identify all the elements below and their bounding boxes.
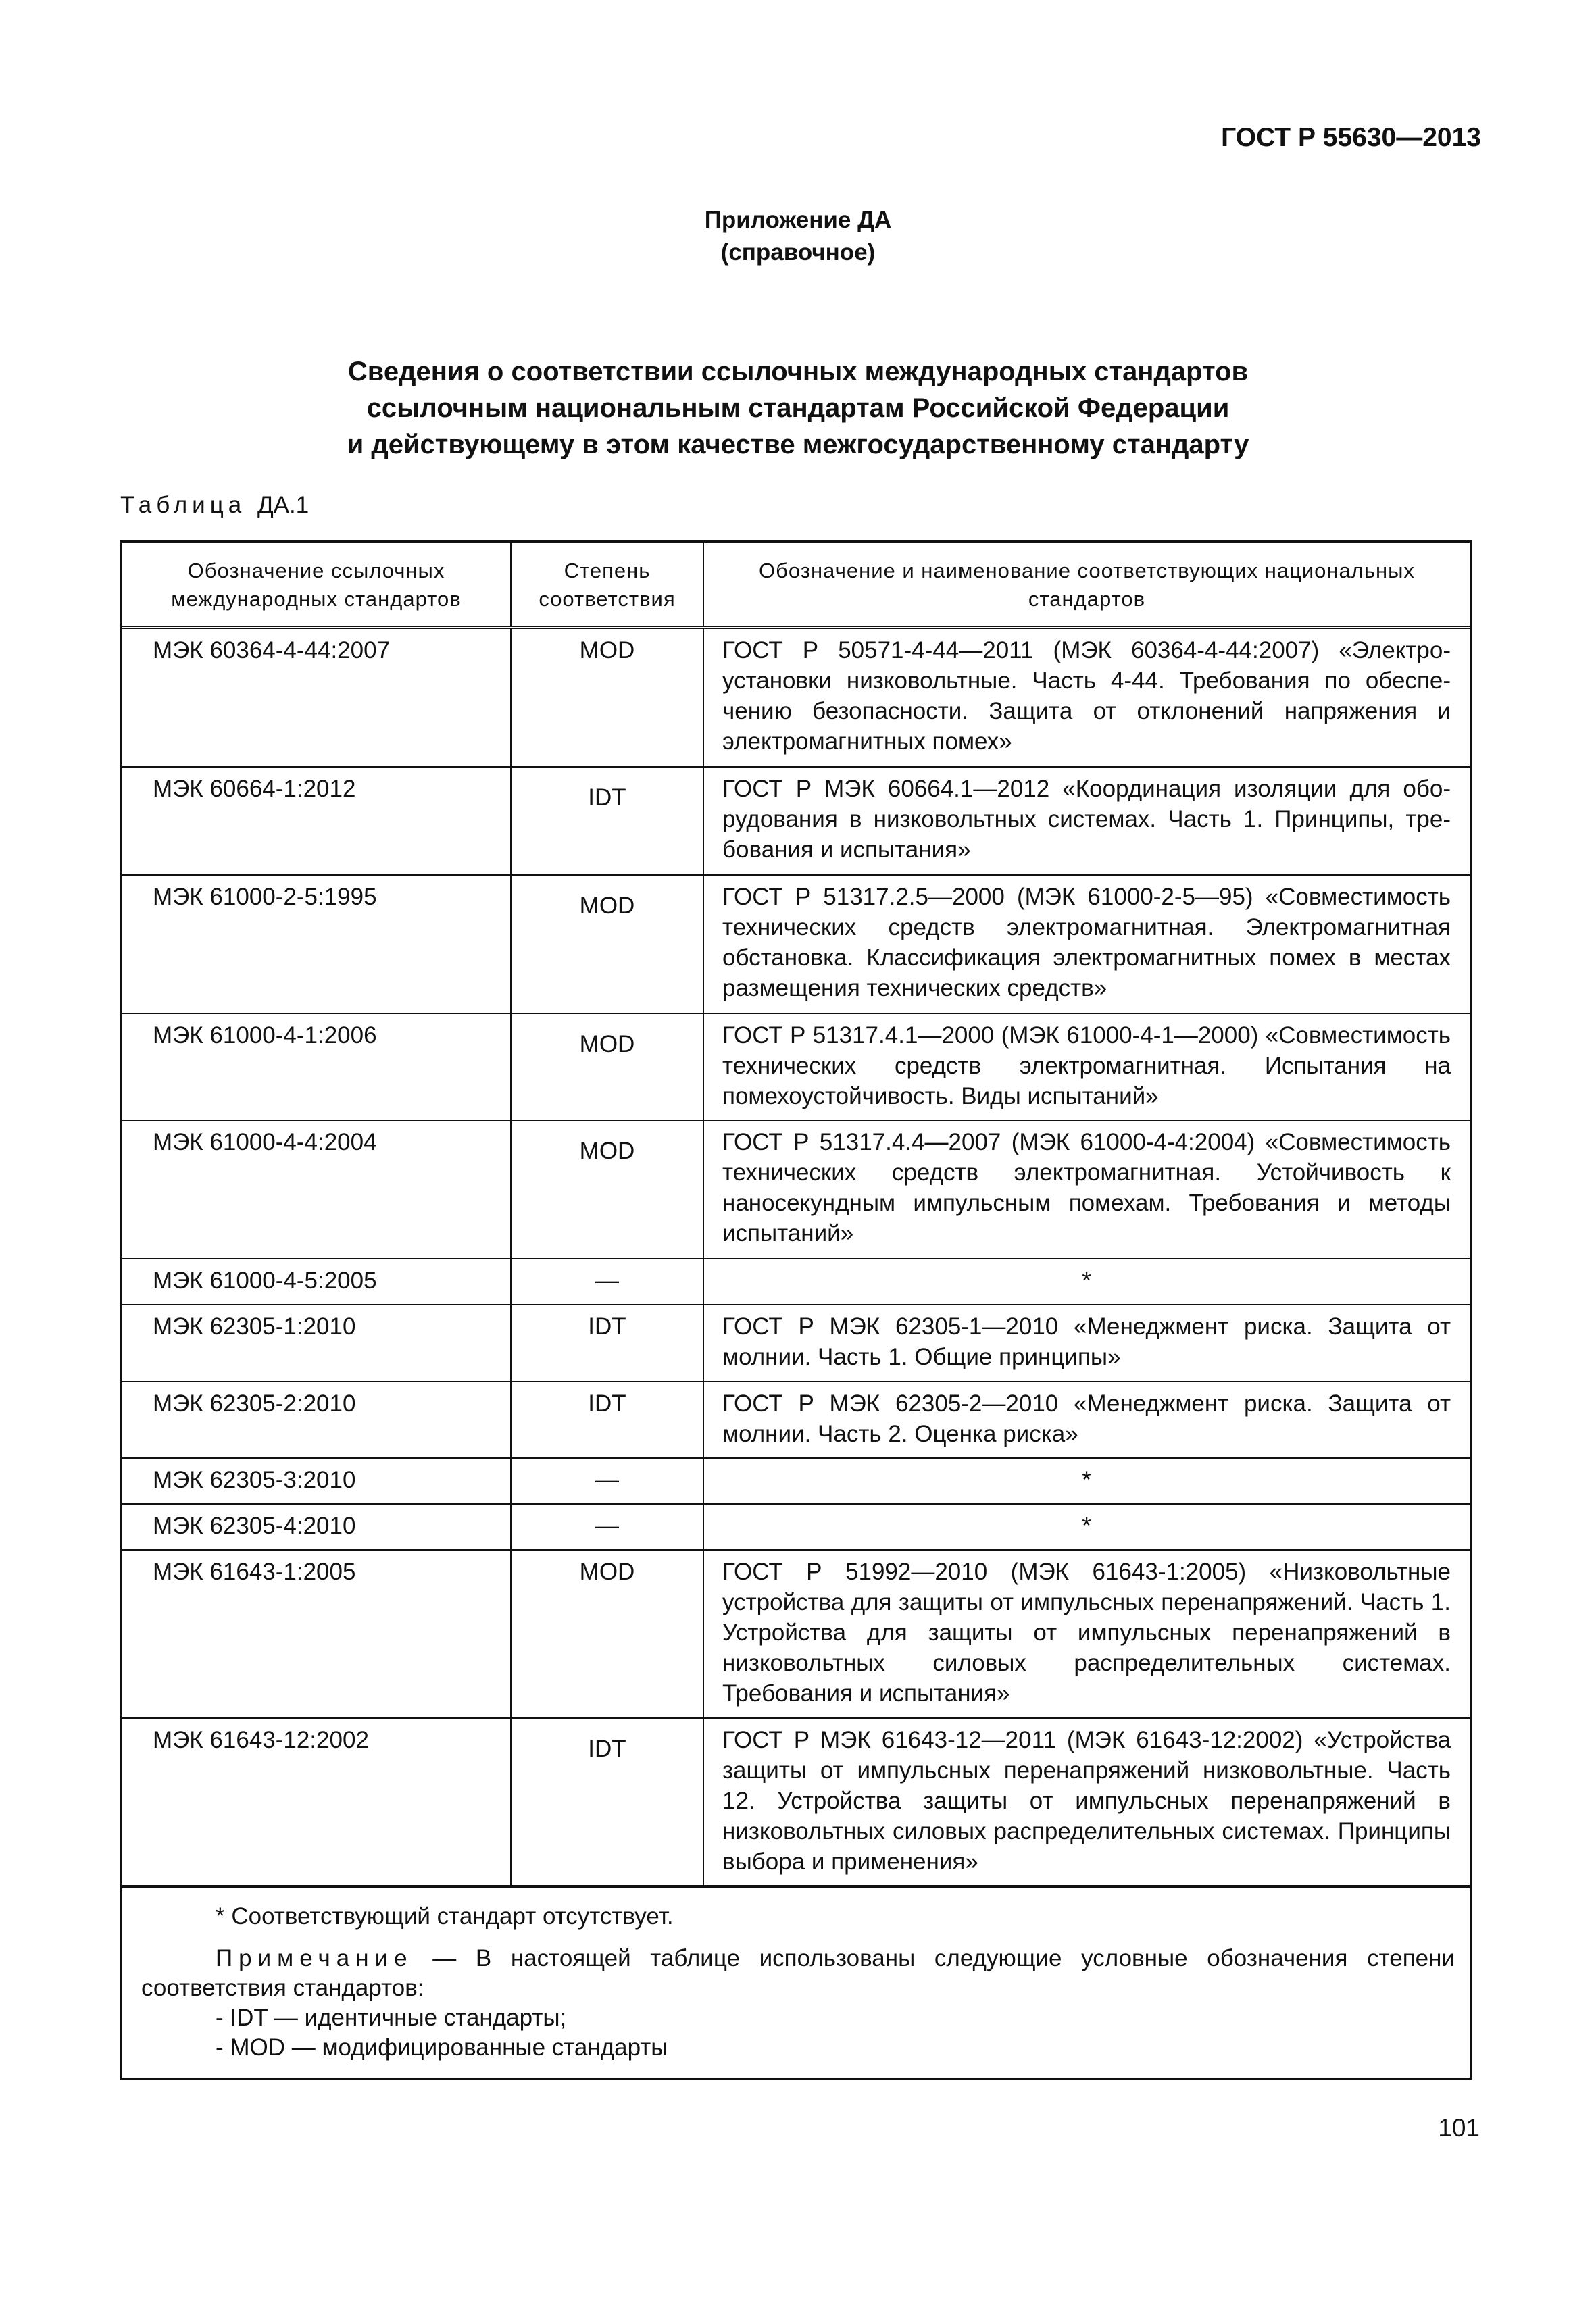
standard-code: МЭК 62305-2:2010 (122, 1382, 511, 1458)
degree-value: MOD (511, 875, 703, 1013)
note-text: — В настоящей таблице использованы следующие условные обозначения степени соответствия стандартов: (141, 1944, 1455, 2001)
document-title (0, 353, 1596, 463)
standard-code: МЭК 62305-4:2010 (122, 1504, 511, 1550)
footnote: * Соответствующий стандарт отсутствует. (216, 1903, 674, 1930)
table-row (122, 767, 1470, 875)
standard-code: МЭК 61000-4-4:2004 (122, 1120, 511, 1259)
table-row (122, 1550, 1470, 1718)
degree-value: — (511, 1458, 703, 1504)
national-standard: * (703, 1504, 1470, 1550)
title-line: ссылочным национальным стандартам Российской Федерации (366, 393, 1230, 423)
standard-code: МЭК 61000-4-5:2005 (122, 1259, 511, 1305)
standard-code: МЭК 61000-2-5:1995 (122, 875, 511, 1013)
table-row (122, 875, 1470, 1013)
table-caption (120, 492, 309, 519)
table-notes (122, 1886, 1470, 2078)
table-row (122, 1120, 1470, 1259)
standard-code: МЭК 61000-4-1:2006 (122, 1013, 511, 1120)
table-row (122, 1504, 1470, 1550)
table-header-row (122, 543, 1470, 628)
national-standard: * (703, 1259, 1470, 1305)
column-header-code: Обозначение ссылочных международных стандартов (122, 543, 511, 628)
appendix-title: Приложение ДА (704, 207, 892, 233)
title-line: и действующему в этом качестве межгосударственному стандарту (347, 430, 1249, 459)
national-standard: ГОСТ Р МЭК 61643-12—2011 (МЭК 61643-12:2002) «Устройства защиты от импульсных перенапряжений низковольтные. Часть 12. Устройства защиты от импульсных перенапряжений в низковольтных силовых распределительных системах. Принципы выбора и применения» (703, 1718, 1470, 1886)
national-standard: ГОСТ Р 51317.4.4—2007 (МЭК 61000-4-4:2004) «Совместимость технических средств электромагнитная. Устойчивость к наносекундным импульсным помехам. Требования и методы испытаний» (703, 1120, 1470, 1259)
standards-table (120, 540, 1472, 2080)
degree-value: — (511, 1504, 703, 1550)
national-standard: ГОСТ Р 51317.2.5—2000 (МЭК 61000-2-5—95) «Совместимость технических средств электромагнитная. Электромагнитная обстановка. Классификация электромагнитных помех в местах размещения технических средств» (703, 875, 1470, 1013)
degree-value: — (511, 1259, 703, 1305)
national-standard: ГОСТ Р МЭК 60664.1—2012 «Координация изоляции для оборудования в низковольтных системах. Часть 1. Принципы, требования и испытания» (703, 767, 1470, 875)
degree-value: MOD (511, 1120, 703, 1259)
standard-code: МЭК 62305-1:2010 (122, 1305, 511, 1382)
note-item: - MOD — модифицированные стандарты (216, 2034, 668, 2061)
note-paragraph (141, 1944, 1455, 2003)
table-caption-label: Таблица (120, 492, 247, 518)
degree-value: IDT (511, 767, 703, 875)
degree-value: IDT (511, 1718, 703, 1886)
table-row (122, 1382, 1470, 1458)
national-standard: ГОСТ Р 51317.4.1—2000 (МЭК 61000-4-1—2000) «Совместимость технических средств электромагнитная. Испытания на помехоустойчивость. Виды испытаний» (703, 1013, 1470, 1120)
standard-code: МЭК 61643-1:2005 (122, 1550, 511, 1718)
table-row (122, 1305, 1470, 1382)
document-header: ГОСТ Р 55630—2013 (1221, 123, 1481, 152)
table-row (122, 628, 1470, 767)
degree-value: MOD (511, 1013, 703, 1120)
national-standard: ГОСТ Р 50571-4-44—2011 (МЭК 60364-4-44:2007) «Электроустановки низковольтные. Часть 4-44. Требования по обеспечению безопасности. Защита от отклонений напряжения и электромагнитных помех» (703, 628, 1470, 767)
national-standard: ГОСТ Р МЭК 62305-1—2010 «Менеджмент риска. Защита от молнии. Часть 1. Общие принципы» (703, 1305, 1470, 1382)
degree-value: MOD (511, 1550, 703, 1718)
column-header-name: Обозначение и наименование соответствующих национальных стандартов (703, 543, 1470, 628)
table-row (122, 1458, 1470, 1504)
title-line: Сведения о соответствии ссылочных международных стандартов (347, 357, 1249, 386)
page-number: 101 (1438, 2114, 1480, 2142)
note-label: Примечание (216, 1944, 414, 1971)
appendix-subtitle: (справочное) (720, 239, 876, 266)
national-standard: ГОСТ Р МЭК 62305-2—2010 «Менеджмент риска. Защита от молнии. Часть 2. Оценка риска» (703, 1382, 1470, 1458)
standard-code: МЭК 61643-12:2002 (122, 1718, 511, 1886)
standard-code: МЭК 60664-1:2012 (122, 767, 511, 875)
national-standard: ГОСТ Р 51992—2010 (МЭК 61643-1:2005) «Низковольтные устройства для защиты от импульсных перенапряжений. Часть 1. Устройства для защиты от импульсных перенапряжений в низковольтных силовых распределительных системах. Требования и испытания» (703, 1550, 1470, 1718)
degree-value: IDT (511, 1305, 703, 1382)
degree-value: IDT (511, 1382, 703, 1458)
standard-code: МЭК 62305-3:2010 (122, 1458, 511, 1504)
national-standard: * (703, 1458, 1470, 1504)
table-row (122, 1259, 1470, 1305)
standard-code: МЭК 60364-4-44:2007 (122, 628, 511, 767)
note-item: - IDT — идентичные стандарты; (216, 2004, 567, 2031)
table-row (122, 1718, 1470, 1886)
degree-value: MOD (511, 628, 703, 767)
table-caption-number: ДА.1 (257, 492, 309, 518)
table-row (122, 1013, 1470, 1120)
appendix-heading (0, 204, 1596, 269)
column-header-degree: Степень соответствия (511, 543, 703, 628)
